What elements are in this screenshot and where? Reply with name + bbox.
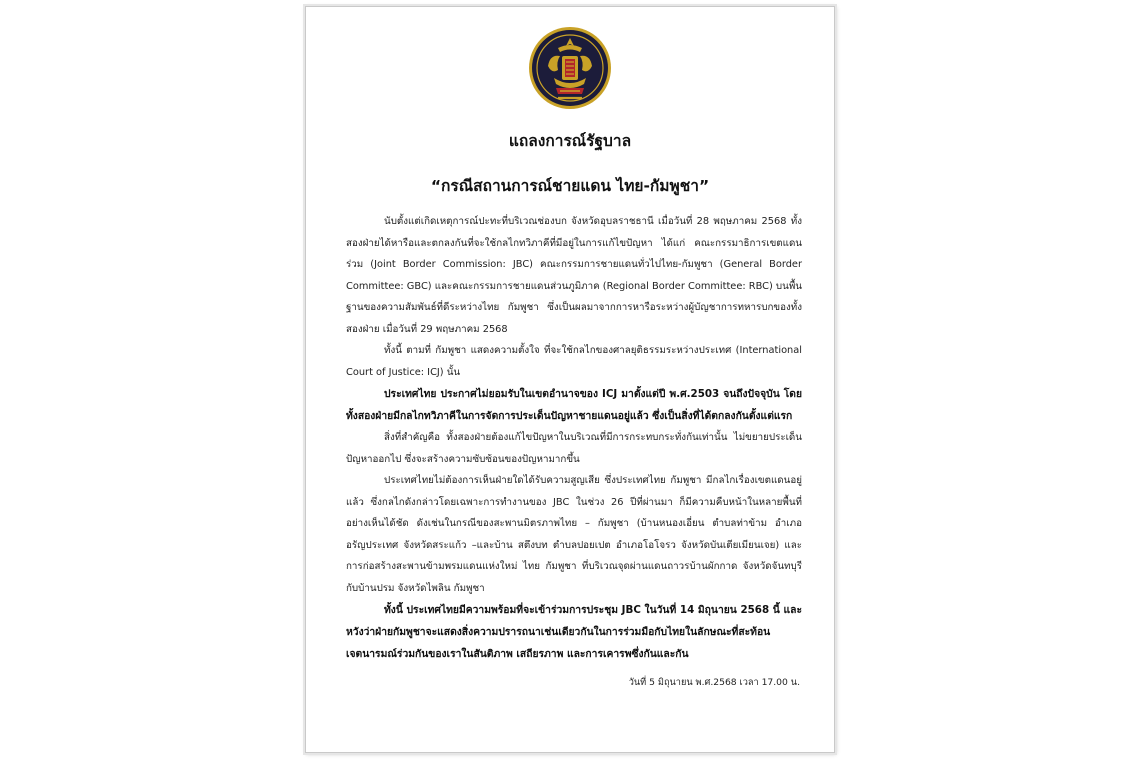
document-page — [305, 6, 835, 753]
document-body — [346, 211, 802, 665]
document-title: แถลงการณ์รัฐบาล — [508, 132, 632, 150]
paragraph-1: นับตั้งแต่เกิดเหตุการณ์ปะทะที่บริเวณช่องบก จังหวัดอุบลราชธานี เมื่อวันที่ 28 พฤษภาคม 2568 ทั้งสองฝ่ายได้หารือและตกลงกันที่จะใช้กลไกทวิภาคีที่มีอยู่ในการแก้ไขปัญหา ได้แก่ คณะกรรมาธิการเขตแดนร่วม (Joint Border Commission: JBC) คณะกรรมการชายแดนทั่วไปไทย-กัมพูชา (General Border Committee: GBC) และคณะกรรมการชายแดนส่วนภูมิภาค (Regional Border Committee: RBC) บนพื้นฐานของความสัมพันธ์ที่ดีระหว่างไทย กัมพูชา ซึ่งเป็นผลมาจากการหารือระหว่างผู้บัญชาการทหารบกของทั้งสองฝ่าย เมื่อวันที่ 29 พฤษภาคม 2568 — [346, 216, 802, 335]
paragraph-6-bold: ทั้งนี้ ประเทศไทยมีความพร้อมที่จะเข้าร่วมการประชุม JBC ในวันที่ 14 มิถุนายน 2568 นี้ และหวังว่าฝ่ายกัมพูชาจะแสดงสิ่งความปรารถนาเช่นเดียวกันในการร่วมมือกับไทยในลักษณะที่สะท้อนเจตนารมณ์ร่วมกันของเราในสันติภาพ เสถียรภาพ และการเคารพซึ่งกันและกัน — [346, 604, 802, 660]
paragraph-2: ทั้งนี้ ตามที่ กัมพูชา แสดงความตั้งใจ ที่จะใช้กลไกของศาลยุติธรรมระหว่างประเทศ (International Court of Justice: ICJ) นั้น — [346, 345, 802, 378]
document-subtitle: “กรณีสถานการณ์ชายแดน ไทย-กัมพูชา” — [430, 177, 710, 195]
paragraph-3-bold: ประเทศไทย ประกาศไม่ยอมรับในเขตอำนาจของ ICJ มาตั้งแต่ปี พ.ศ.2503 จนถึงปัจจุบัน โดยทั้งสองฝ่ายมีกลไกทวิภาคีในการจัดการประเด็นปัญหาชายแดนอยู่แล้ว ซึ่งเป็นสิ่งที่ได้ตกลงกันตั้งแต่แรก — [346, 388, 802, 422]
paragraph-4: สิ่งที่สำคัญคือ ทั้งสองฝ่ายต้องแก้ไขปัญหาในบริเวณที่มีการกระทบกระทั่งกันเท่านั้น ไม่ขยายประเด็นปัญหาออกไป ซึ่งจะสร้างความซับซ้อนของปัญหามากขึ้น — [346, 432, 802, 465]
government-seal-icon — [528, 26, 612, 110]
date-line: วันที่ 5 มิถุนายน พ.ศ.2568 เวลา 17.00 น. — [628, 677, 800, 688]
paragraph-5: ประเทศไทยไม่ต้องการเห็นฝ่ายใดได้รับความสูญเสีย ซึ่งประเทศไทย กัมพูชา มีกลไกเรื่องเขตแดนอยู่แล้ว ซึ่งกลไกดังกล่าวโดยเฉพาะการทำงานของ JBC ในช่วง 26 ปีที่ผ่านมา ก็มีความคืบหน้าในหลายพื้นที่อย่างเห็นได้ชัด ดังเช่นในกรณีของสะพานมิตรภาพไทย – กัมพูชา (บ้านหนองเอี่ยน ตำบลท่าข้าม อำเภออรัญประเทศ จังหวัดสระแก้ว –และบ้าน สตึงบท ตำบลปอยเปต อำเภอโอโจรว จังหวัดบันเตียเมียนเจย) และการก่อสร้างสะพานข้ามพรมแดนแห่งใหม่ ไทย กัมพูชา ที่บริเวณจุดผ่านแดนถาวรบ้านผักกาด จังหวัดจันทบุรีกับบ้านปรม จังหวัดไพลิน กัมพูชา — [346, 475, 802, 594]
